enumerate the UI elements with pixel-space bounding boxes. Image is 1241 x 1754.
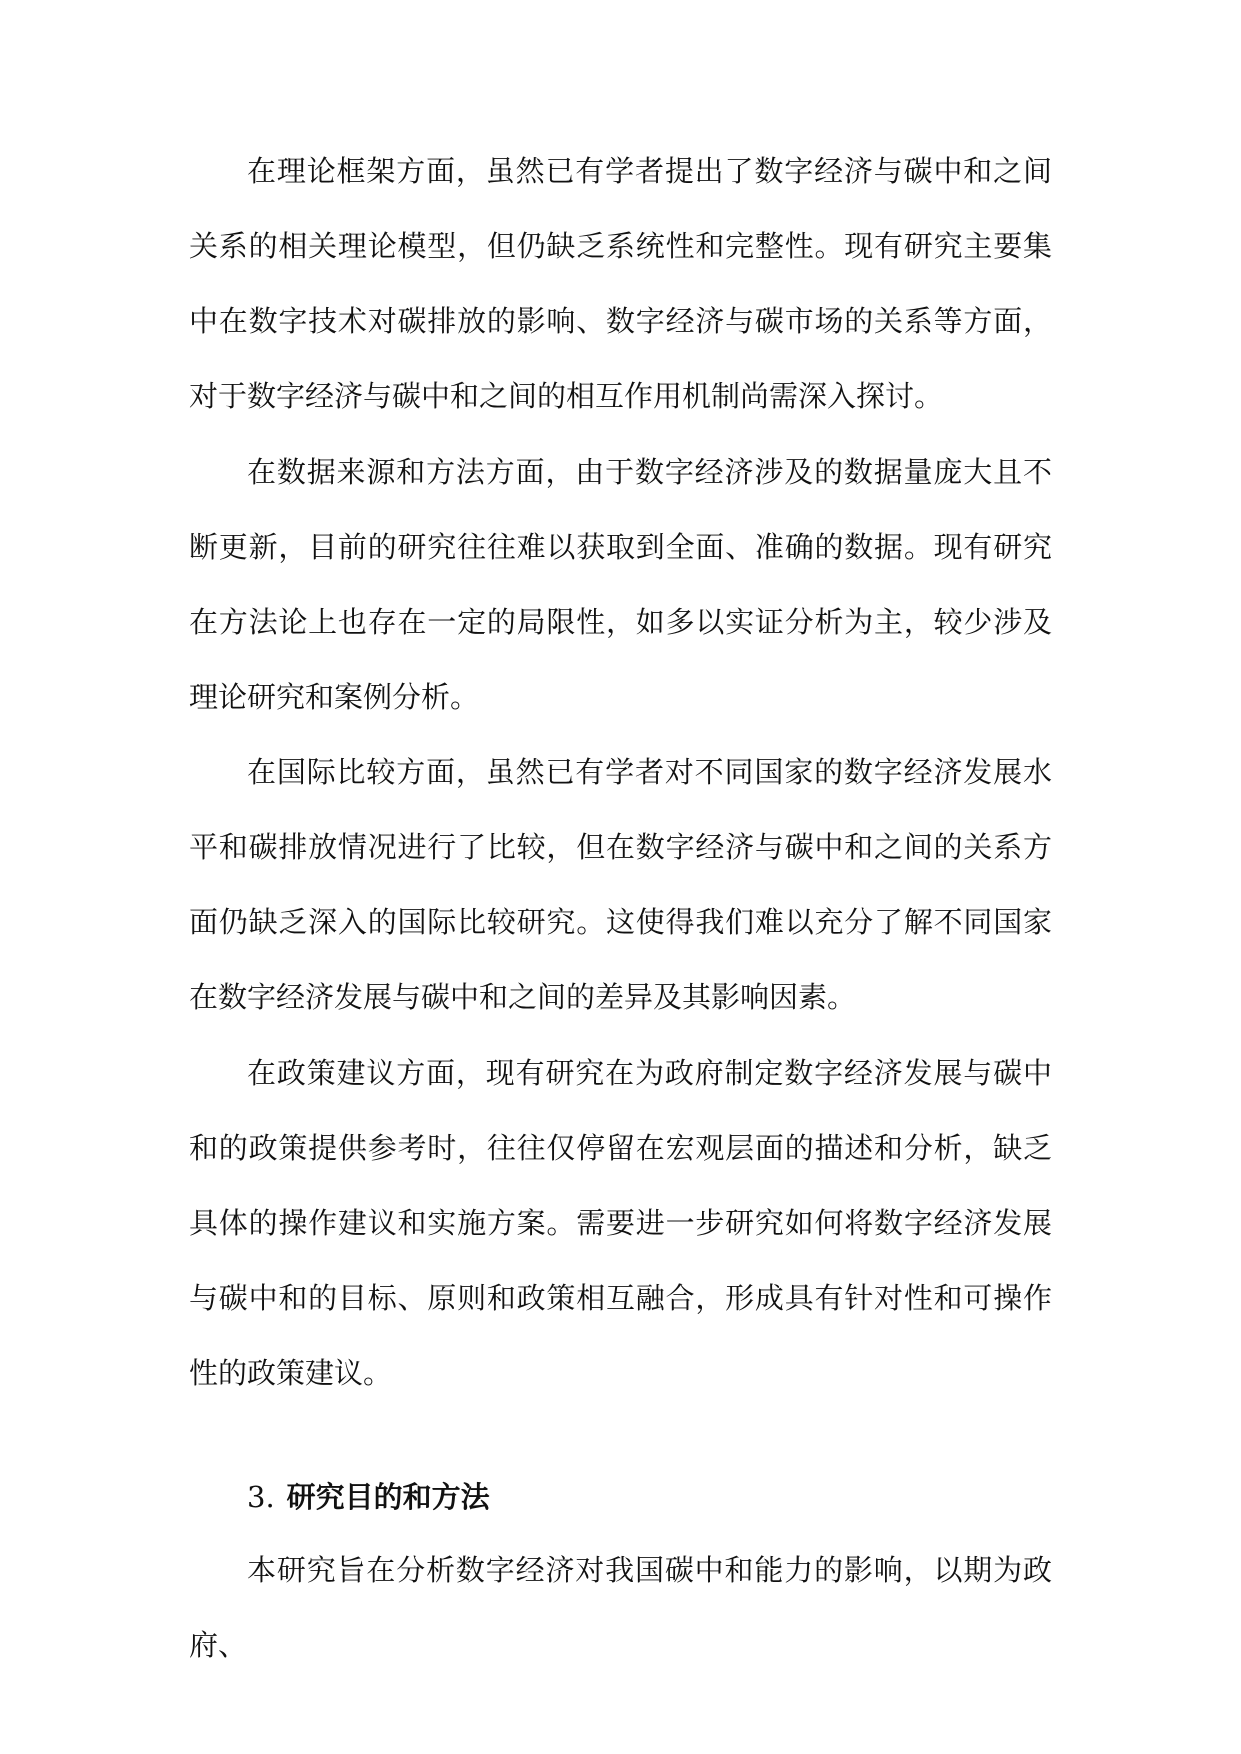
section-title: 研究目的和方法 <box>286 1480 490 1514</box>
paragraph-research-purpose: 本研究旨在分析数字经济对我国碳中和能力的影响，以期为政府、 <box>189 1553 1052 1662</box>
paragraph-theoretical-framework: 在理论框架方面，虽然已有学者提出了数字经济与碳中和之间关系的相关理论模型，但仍缺乏系统性和完整性。现有研究主要集中在数字技术对碳排放的影响、数字经济与碳市场的关系等方面，对于数字经济与碳中和之间的相互作用机制尚需深入探讨。 <box>189 154 1052 413</box>
paragraph-data-and-methods: 在数据来源和方法方面，由于数字经济涉及的数据量庞大且不断更新，目前的研究往往难以获取到全面、准确的数据。现有研究在方法论上也存在一定的局限性，如多以实证分析为主，较少涉及理论研究和案例分析。 <box>189 455 1052 714</box>
section-number: 3. <box>247 1480 275 1514</box>
paragraph-policy-recommendations: 在政策建议方面，现有研究在为政府制定数字经济发展与碳中和的政策提供参考时，往往仅停留在宏观层面的描述和分析，缺乏具体的操作建议和实施方案。需要进一步研究如何将数字经济发展与碳中和的目标、原则和政策相互融合，形成具有针对性和可操作性的政策建议。 <box>189 1056 1052 1390</box>
section-heading <box>247 1460 490 1535</box>
paragraph-international-comparison: 在国际比较方面，虽然已有学者对不同国家的数字经济发展水平和碳排放情况进行了比较，但在数字经济与碳中和之间的关系方面仍缺乏深入的国际比较研究。这使得我们难以充分了解不同国家在数字经济发展与碳中和之间的差异及其影响因素。 <box>189 755 1052 1014</box>
